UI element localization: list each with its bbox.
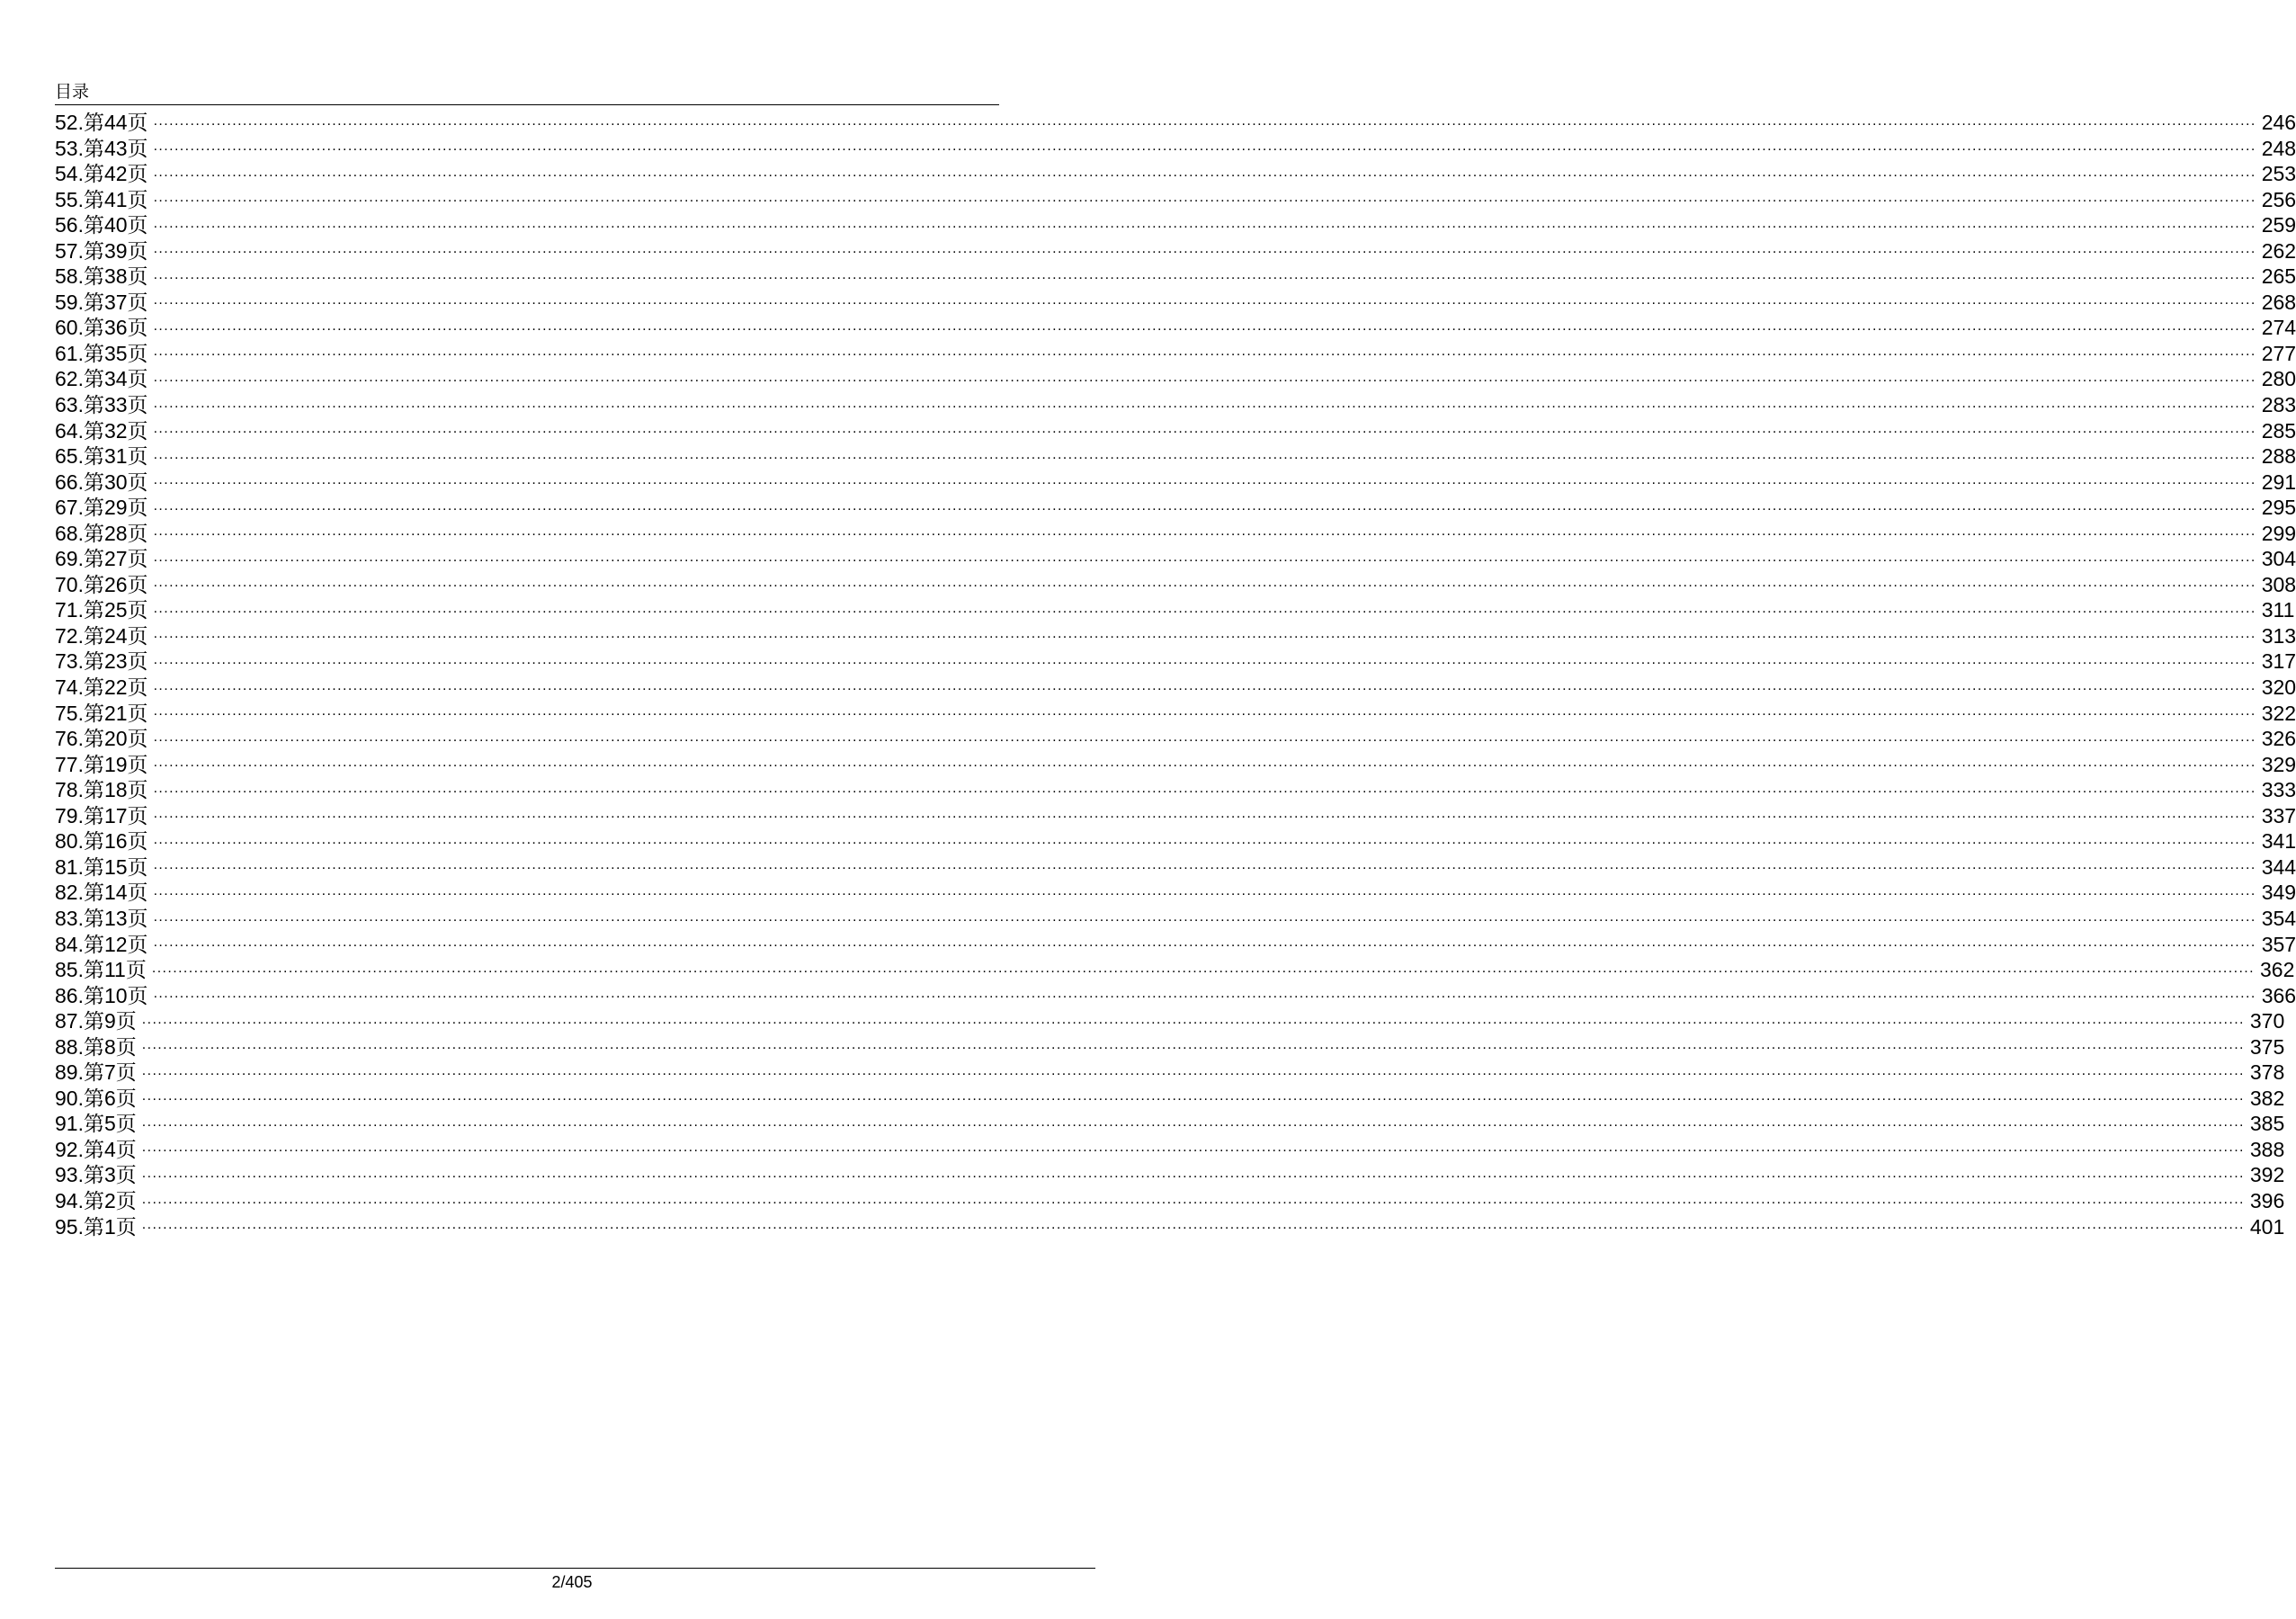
- toc-leader-dots: ................................................................................................................................................................................................................................................................................................................................................................................................................: [141, 1062, 2245, 1078]
- toc-entry[interactable]: [55, 1034, 2285, 1060]
- toc-leader-dots: ................................................................................................................................................................................................................................................................................................................................................................................................................: [141, 1217, 2245, 1233]
- toc-leader-dots: ................................................................................................................................................................................................................................................................................................................................................................................................................: [141, 1140, 2245, 1156]
- toc-leader-dots: ................................................................................................................................................................................................................................................................................................................................................................................................................: [153, 190, 2256, 206]
- toc-entry[interactable]: [55, 392, 2296, 418]
- toc-entry[interactable]: [55, 521, 2296, 547]
- toc-entry[interactable]: [55, 187, 2296, 213]
- toc-entry-page-number: 317: [2261, 649, 2296, 674]
- toc-leader-dots: ................................................................................................................................................................................................................................................................................................................................................................................................................: [153, 600, 2256, 616]
- toc-entry-label: 75.第21页: [55, 701, 148, 725]
- toc-leader-dots: ................................................................................................................................................................................................................................................................................................................................................................................................................: [141, 1165, 2245, 1181]
- toc-leader-dots: ................................................................................................................................................................................................................................................................................................................................................................................................................: [153, 472, 2256, 488]
- toc-leader-dots: ................................................................................................................................................................................................................................................................................................................................................................................................................: [153, 857, 2256, 873]
- toc-entry-label: 73.第23页: [55, 649, 148, 674]
- toc-entry[interactable]: [55, 315, 2296, 341]
- toc-entry[interactable]: [55, 597, 2295, 623]
- toc-leader-dots: ................................................................................................................................................................................................................................................................................................................................................................................................................: [153, 421, 2256, 437]
- toc-entry[interactable]: [55, 675, 2296, 701]
- toc-entry-label: 53.第43页: [55, 136, 148, 160]
- toc-leader-dots: ................................................................................................................................................................................................................................................................................................................................................................................................................: [153, 935, 2256, 951]
- toc-entry-page-number: 262: [2261, 238, 2296, 263]
- toc-entry-page-number: 366: [2261, 983, 2296, 1007]
- toc-entry-page-number: 401: [2249, 1214, 2285, 1239]
- toc-leader-dots: ................................................................................................................................................................................................................................................................................................................................................................................................................: [153, 806, 2256, 822]
- toc-entry[interactable]: [55, 701, 2296, 727]
- toc-entry-label: 94.第2页: [55, 1188, 137, 1212]
- toc-entry-page-number: 329: [2261, 752, 2296, 776]
- running-header: [55, 83, 999, 105]
- toc-entry-page-number: 370: [2249, 1009, 2285, 1033]
- toc-entry-label: 87.第9页: [55, 1009, 137, 1033]
- toc-leader-dots: ................................................................................................................................................................................................................................................................................................................................................................................................................: [153, 112, 2256, 129]
- toc-entry-page-number: 354: [2261, 906, 2296, 930]
- toc-entry[interactable]: [55, 1214, 2285, 1240]
- toc-entry-page-number: 268: [2261, 290, 2296, 314]
- toc-entry[interactable]: [55, 418, 2296, 444]
- toc-leader-dots: ................................................................................................................................................................................................................................................................................................................................................................................................................: [151, 960, 2255, 976]
- toc-leader-dots: ................................................................................................................................................................................................................................................................................................................................................................................................................: [153, 729, 2256, 745]
- toc-entry[interactable]: [55, 880, 2296, 906]
- toc-entry-label: 66.第30页: [55, 470, 148, 494]
- toc-entry-page-number: 288: [2261, 444, 2296, 469]
- toc-entry-page-number: 283: [2261, 393, 2296, 417]
- toc-entry[interactable]: [55, 110, 2296, 136]
- toc-entry-label: 90.第6页: [55, 1086, 137, 1110]
- toc-entry-label: 74.第22页: [55, 675, 148, 700]
- toc-leader-dots: ................................................................................................................................................................................................................................................................................................................................................................................................................: [153, 370, 2256, 386]
- toc-entry-label: 61.第35页: [55, 341, 148, 365]
- table-of-contents: [55, 110, 2296, 1239]
- toc-entry-page-number: 385: [2249, 1112, 2285, 1136]
- toc-entry-label: 85.第11页: [55, 958, 147, 982]
- toc-entry-label: 56.第40页: [55, 213, 148, 237]
- toc-leader-dots: ................................................................................................................................................................................................................................................................................................................................................................................................................: [141, 1037, 2245, 1053]
- toc-entry-label: 81.第15页: [55, 854, 148, 879]
- toc-entry-label: 78.第18页: [55, 778, 148, 802]
- toc-entry-label: 71.第25页: [55, 598, 148, 622]
- toc-leader-dots: ................................................................................................................................................................................................................................................................................................................................................................................................................: [141, 1114, 2245, 1130]
- toc-entry-label: 79.第17页: [55, 803, 148, 827]
- toc-leader-dots: ................................................................................................................................................................................................................................................................................................................................................................................................................: [153, 986, 2256, 1002]
- toc-entry[interactable]: [55, 648, 2296, 675]
- toc-entry[interactable]: [55, 828, 2296, 854]
- toc-entry-page-number: 396: [2249, 1188, 2285, 1212]
- toc-entry-page-number: 382: [2249, 1086, 2285, 1110]
- toc-entry-label: 77.第19页: [55, 752, 148, 776]
- toc-entry-page-number: 313: [2261, 623, 2296, 648]
- toc-leader-dots: ................................................................................................................................................................................................................................................................................................................................................................................................................: [153, 831, 2256, 847]
- toc-entry-label: 93.第3页: [55, 1163, 137, 1187]
- toc-entry[interactable]: [55, 161, 2296, 187]
- toc-leader-dots: ................................................................................................................................................................................................................................................................................................................................................................................................................: [153, 164, 2256, 180]
- toc-entry-page-number: 337: [2261, 803, 2296, 827]
- toc-entry[interactable]: [55, 1086, 2285, 1112]
- toc-entry[interactable]: [55, 470, 2296, 496]
- toc-entry-page-number: 299: [2261, 521, 2296, 545]
- toc-entry-page-number: 322: [2261, 701, 2296, 725]
- toc-leader-dots: ................................................................................................................................................................................................................................................................................................................................................................................................................: [141, 1191, 2245, 1207]
- toc-entry[interactable]: [55, 264, 2296, 290]
- toc-entry[interactable]: [55, 803, 2296, 829]
- toc-entry-label: 57.第39页: [55, 238, 148, 263]
- toc-leader-dots: ................................................................................................................................................................................................................................................................................................................................................................................................................: [153, 549, 2256, 565]
- toc-entry-label: 88.第8页: [55, 1034, 137, 1059]
- toc-entry-label: 82.第14页: [55, 881, 148, 905]
- toc-entry-page-number: 285: [2261, 418, 2296, 443]
- toc-entry-label: 86.第10页: [55, 983, 148, 1007]
- toc-entry[interactable]: [55, 1008, 2285, 1034]
- toc-entry[interactable]: [55, 212, 2296, 238]
- toc-leader-dots: ................................................................................................................................................................................................................................................................................................................................................................................................................: [153, 755, 2256, 771]
- toc-entry-page-number: 326: [2261, 727, 2296, 751]
- toc-entry[interactable]: [55, 932, 2296, 958]
- toc-entry-page-number: 259: [2261, 213, 2296, 237]
- toc-entry-page-number: 333: [2261, 778, 2296, 802]
- toc-entry-page-number: 295: [2261, 496, 2296, 520]
- toc-leader-dots: ................................................................................................................................................................................................................................................................................................................................................................................................................: [153, 446, 2256, 462]
- toc-entry-page-number: 392: [2249, 1163, 2285, 1187]
- page-indicator: 2/405: [551, 1573, 593, 1591]
- toc-entry-label: 76.第20页: [55, 727, 148, 751]
- toc-leader-dots: ................................................................................................................................................................................................................................................................................................................................................................................................................: [153, 703, 2256, 720]
- toc-leader-dots: ................................................................................................................................................................................................................................................................................................................................................................................................................: [153, 575, 2256, 591]
- toc-entry-page-number: 378: [2249, 1060, 2285, 1085]
- toc-entry[interactable]: [55, 623, 2296, 649]
- toc-entry-page-number: 291: [2261, 470, 2296, 494]
- toc-entry-label: 59.第37页: [55, 290, 148, 314]
- toc-entry[interactable]: [55, 1188, 2285, 1214]
- toc-entry[interactable]: [55, 726, 2296, 752]
- toc-entry-page-number: 362: [2259, 958, 2295, 982]
- toc-entry-label: 60.第36页: [55, 316, 148, 340]
- toc-leader-dots: ................................................................................................................................................................................................................................................................................................................................................................................................................: [153, 882, 2256, 899]
- toc-leader-dots: ................................................................................................................................................................................................................................................................................................................................................................................................................: [141, 1088, 2245, 1105]
- toc-entry[interactable]: [55, 906, 2296, 932]
- toc-entry[interactable]: [55, 366, 2296, 392]
- toc-entry-page-number: 375: [2249, 1034, 2285, 1059]
- header-title: 目录: [55, 83, 90, 102]
- toc-entry[interactable]: [55, 777, 2296, 803]
- toc-entry-page-number: 320: [2261, 675, 2296, 700]
- toc-entry-label: 64.第32页: [55, 418, 148, 443]
- toc-leader-dots: ................................................................................................................................................................................................................................................................................................................................................................................................................: [153, 626, 2256, 642]
- toc-entry-label: 91.第5页: [55, 1112, 137, 1136]
- toc-leader-dots: ................................................................................................................................................................................................................................................................................................................................................................................................................: [153, 139, 2256, 155]
- toc-entry-page-number: 248: [2261, 136, 2296, 160]
- toc-entry[interactable]: [55, 341, 2296, 367]
- toc-leader-dots: ................................................................................................................................................................................................................................................................................................................................................................................................................: [153, 523, 2256, 540]
- toc-entry-page-number: 253: [2261, 162, 2296, 186]
- toc-entry-label: 55.第41页: [55, 187, 148, 211]
- toc-entry-page-number: 349: [2261, 881, 2296, 905]
- toc-entry-label: 83.第13页: [55, 906, 148, 930]
- toc-entry-page-number: 280: [2261, 367, 2296, 391]
- toc-entry-page-number: 274: [2261, 316, 2296, 340]
- toc-entry-label: 67.第29页: [55, 496, 148, 520]
- toc-entry[interactable]: [55, 495, 2296, 521]
- toc-entry-label: 68.第28页: [55, 521, 148, 545]
- toc-entry[interactable]: [55, 290, 2296, 316]
- toc-leader-dots: ................................................................................................................................................................................................................................................................................................................................................................................................................: [153, 215, 2256, 231]
- toc-leader-dots: ................................................................................................................................................................................................................................................................................................................................................................................................................: [153, 908, 2256, 925]
- toc-entry-label: 72.第24页: [55, 623, 148, 648]
- toc-entry-label: 84.第12页: [55, 932, 148, 956]
- toc-entry-label: 80.第16页: [55, 829, 148, 854]
- toc-entry-label: 63.第33页: [55, 393, 148, 417]
- toc-entry[interactable]: [55, 1060, 2285, 1086]
- toc-entry-page-number: 265: [2261, 264, 2296, 289]
- toc-leader-dots: ................................................................................................................................................................................................................................................................................................................................................................................................................: [153, 318, 2256, 334]
- toc-entry-page-number: 304: [2261, 547, 2296, 571]
- toc-leader-dots: ................................................................................................................................................................................................................................................................................................................................................................................................................: [153, 344, 2256, 360]
- toc-leader-dots: ................................................................................................................................................................................................................................................................................................................................................................................................................: [153, 292, 2256, 309]
- toc-entry-page-number: 357: [2261, 932, 2296, 956]
- toc-entry-label: 62.第34页: [55, 367, 148, 391]
- toc-entry[interactable]: [55, 546, 2296, 572]
- toc-entry[interactable]: [55, 136, 2296, 162]
- toc-entry[interactable]: [55, 1111, 2285, 1137]
- toc-entry-label: 65.第31页: [55, 444, 148, 469]
- toc-leader-dots: ................................................................................................................................................................................................................................................................................................................................................................................................................: [153, 241, 2256, 257]
- toc-entry-label: 52.第44页: [55, 111, 148, 134]
- toc-entry[interactable]: [55, 1162, 2285, 1188]
- toc-leader-dots: ................................................................................................................................................................................................................................................................................................................................................................................................................: [153, 395, 2256, 411]
- toc-entry-page-number: 344: [2261, 854, 2296, 879]
- toc-leader-dots: ................................................................................................................................................................................................................................................................................................................................................................................................................: [153, 652, 2256, 668]
- toc-entry-label: 54.第42页: [55, 162, 148, 186]
- toc-entry-label: 95.第1页: [55, 1214, 137, 1239]
- toc-entry-label: 58.第38页: [55, 264, 148, 289]
- toc-leader-dots: ................................................................................................................................................................................................................................................................................................................................................................................................................: [141, 1011, 2245, 1027]
- toc-leader-dots: ................................................................................................................................................................................................................................................................................................................................................................................................................: [153, 266, 2256, 282]
- toc-entry-page-number: 308: [2261, 572, 2296, 596]
- toc-leader-dots: ................................................................................................................................................................................................................................................................................................................................................................................................................: [153, 780, 2256, 796]
- toc-entry-label: 70.第26页: [55, 572, 148, 596]
- toc-entry-page-number: 311: [2261, 598, 2295, 622]
- toc-entry[interactable]: [55, 443, 2296, 470]
- toc-leader-dots: ................................................................................................................................................................................................................................................................................................................................................................................................................: [153, 677, 2256, 693]
- toc-entry[interactable]: [55, 1137, 2285, 1163]
- toc-entry-label: 69.第27页: [55, 547, 148, 571]
- toc-entry[interactable]: [55, 854, 2296, 881]
- toc-entry-label: 89.第7页: [55, 1060, 137, 1085]
- toc-entry-page-number: 246: [2261, 111, 2296, 134]
- toc-entry[interactable]: [55, 752, 2296, 778]
- toc-entry-page-number: 277: [2261, 341, 2296, 365]
- toc-entry-label: 92.第4页: [55, 1137, 137, 1161]
- toc-entry[interactable]: [55, 238, 2296, 264]
- footer-divider: [55, 1568, 1095, 1569]
- toc-entry-page-number: 256: [2261, 187, 2296, 211]
- toc-leader-dots: ................................................................................................................................................................................................................................................................................................................................................................................................................: [153, 497, 2256, 514]
- toc-entry[interactable]: [55, 983, 2296, 1009]
- toc-entry-page-number: 341: [2261, 829, 2296, 854]
- toc-entry[interactable]: [55, 957, 2295, 983]
- toc-entry[interactable]: [55, 572, 2296, 598]
- toc-entry-page-number: 388: [2249, 1137, 2285, 1161]
